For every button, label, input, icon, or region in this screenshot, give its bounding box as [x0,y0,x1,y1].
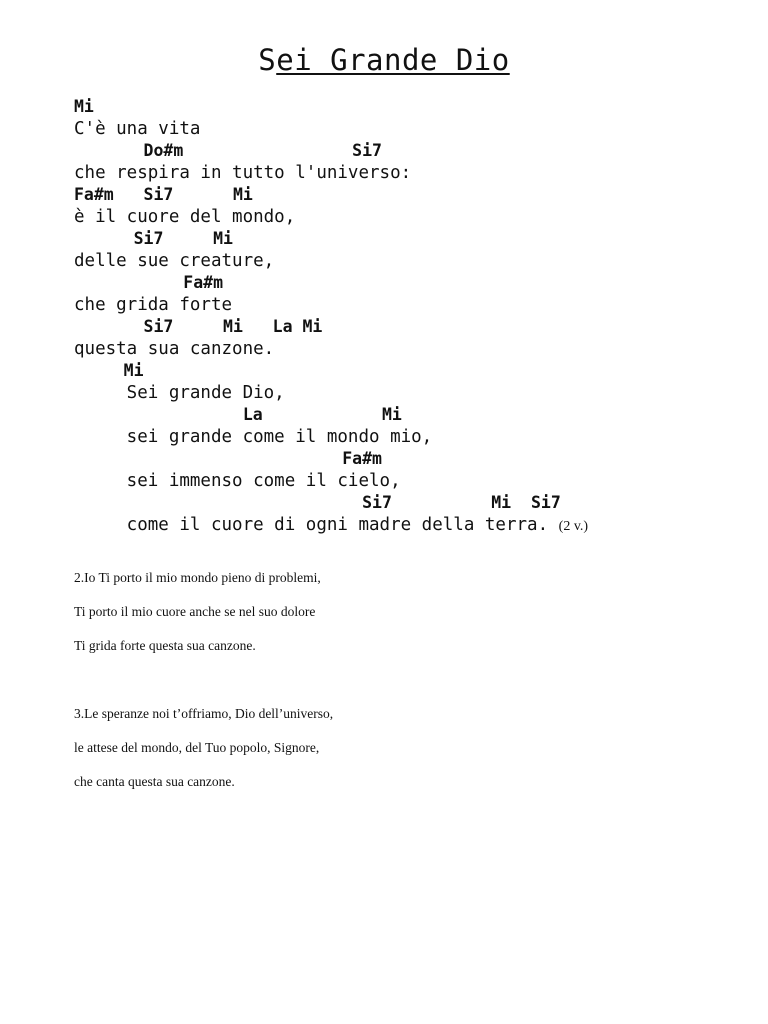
chorus-lyric-line: sei grande come il mondo mio, [74,427,433,447]
verse-2-line: Ti grida forte questa sua canzone. [74,638,256,653]
lyric-line: è il cuore del mondo, [74,207,296,227]
chord-line: Mi [74,97,94,116]
song-body [74,96,754,536]
verse-2-line: Ti porto il mio cuore anche se nel suo dolore [74,604,316,619]
song-title-underlined: ei Grande Dio [276,43,510,77]
chorus-chord-line: Si7 Mi Si7 [74,493,561,512]
chord-line: Do#m Si7 [74,141,382,160]
lyric-line: che grida forte [74,295,233,315]
lyric-line: delle sue creature, [74,251,275,271]
lyric-line: questa sua canzone. [74,339,275,359]
chord-line: Si7 Mi [74,229,233,248]
verse-3-line: 3.Le speranze noi t’offriamo, Dio dell’universo, [74,706,334,721]
lyric-line: C'è una vita [74,119,201,139]
verse-2-line: 2.Io Ti porto il mio mondo pieno di problemi, [74,570,321,585]
chorus-lyric-line: Sei grande Dio, [74,383,285,403]
song-title [0,42,768,78]
song-title-initial: S [258,43,277,77]
repeat-note: (2 v.) [558,519,589,534]
chorus-lyric-line: sei immenso come il cielo, [74,471,401,491]
chorus-chord-line: Mi [74,361,144,380]
chorus-chord-line: La Mi [74,405,402,424]
chorus-chord-line: Fa#m [74,449,382,468]
chord-line: Si7 Mi La Mi [74,317,323,336]
verse-3-line: le attese del mondo, del Tuo popolo, Signore, [74,740,320,755]
chorus-lyric-text: come il cuore di ogni madre della terra. [74,515,559,535]
verse-3-line: che canta questa sua canzone. [74,774,235,789]
additional-verses [74,566,734,804]
chord-line: Fa#m Si7 Mi [74,185,253,204]
chorus-lyric-line [74,514,754,536]
verse-spacer [74,668,734,702]
chord-line: Fa#m [74,273,224,292]
lyric-line: che respira in tutto l'universo: [74,163,412,183]
